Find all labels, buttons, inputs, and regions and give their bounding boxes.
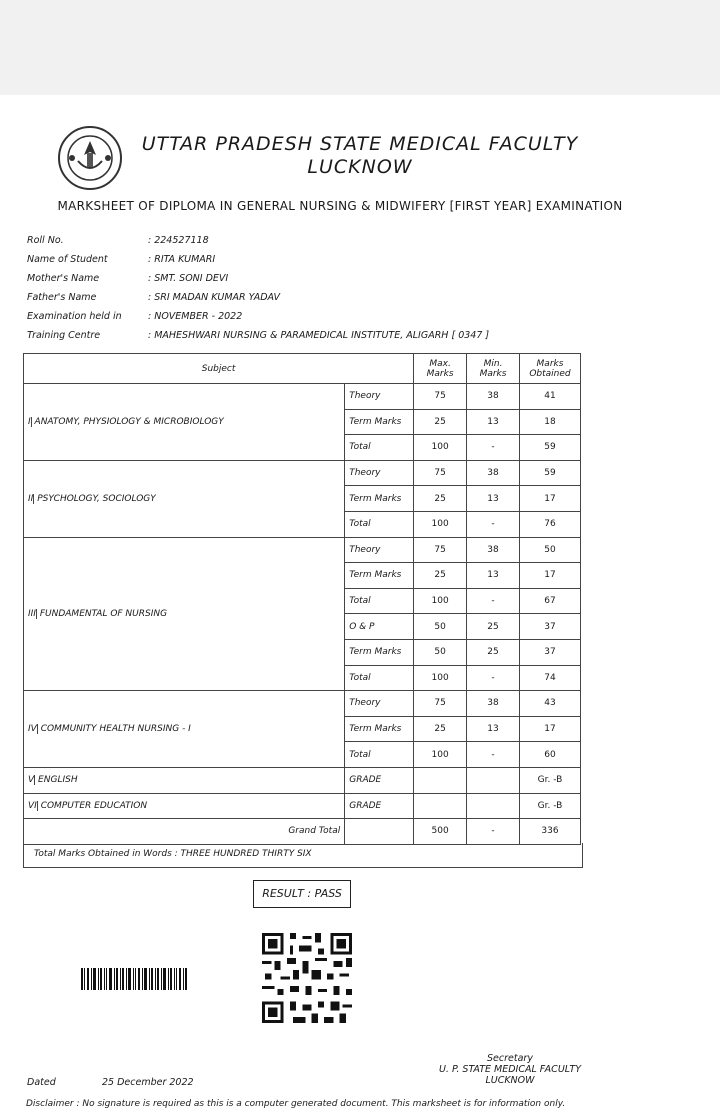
subject-cell bbox=[24, 767, 345, 793]
max-marks: 100 bbox=[414, 665, 467, 691]
component-label: Term Marks bbox=[345, 716, 414, 742]
info-value: : RITA KUMARI bbox=[148, 254, 216, 265]
grand-total-row bbox=[24, 819, 581, 845]
grand-total-obtained: 336 bbox=[520, 819, 581, 845]
obtained-grade: Gr. -B bbox=[520, 793, 581, 819]
component-label: Theory bbox=[345, 384, 414, 410]
info-label: Examination held in bbox=[27, 311, 122, 322]
min-marks: 38 bbox=[467, 691, 520, 717]
obtained-marks: 59 bbox=[520, 435, 581, 461]
info-label: Father's Name bbox=[27, 292, 97, 303]
info-value: : SMT. SONI DEVI bbox=[148, 273, 229, 284]
table-row bbox=[24, 384, 581, 410]
obtained-marks: 17 bbox=[520, 486, 581, 512]
info-row-father bbox=[27, 292, 489, 311]
marksheet-document bbox=[0, 95, 720, 1117]
max-marks: 50 bbox=[414, 614, 467, 640]
header-min-marks: Min. Marks bbox=[467, 354, 520, 384]
header-subject: Subject bbox=[24, 354, 414, 384]
obtained-marks: 67 bbox=[520, 588, 581, 614]
component-label: Theory bbox=[345, 691, 414, 717]
secretary-org: U. P. STATE MEDICAL FACULTY bbox=[438, 1064, 582, 1075]
min-marks: - bbox=[467, 588, 520, 614]
obtained-marks: 50 bbox=[520, 537, 581, 563]
info-row-mother bbox=[27, 273, 489, 292]
marks-table bbox=[23, 353, 581, 845]
component-label: GRADE bbox=[345, 793, 414, 819]
table-row bbox=[24, 691, 581, 717]
subject-name: PSYCHOLOGY, SOCIOLOGY bbox=[37, 493, 156, 504]
obtained-marks: 43 bbox=[520, 691, 581, 717]
min-marks: - bbox=[467, 665, 520, 691]
total-in-words: Total Marks Obtained in Words : THREE HUNDRED THIRTY SIX bbox=[23, 843, 583, 868]
min-marks: 25 bbox=[467, 614, 520, 640]
student-info bbox=[27, 235, 489, 349]
info-row-centre bbox=[27, 330, 489, 349]
subject-cell bbox=[24, 460, 345, 537]
component-label: GRADE bbox=[345, 767, 414, 793]
max-marks: 50 bbox=[414, 639, 467, 665]
subject-name: ENGLISH bbox=[38, 775, 78, 786]
obtained-marks: 74 bbox=[520, 665, 581, 691]
table-row bbox=[24, 460, 581, 486]
min-marks: 13 bbox=[467, 716, 520, 742]
min-marks: 38 bbox=[467, 384, 520, 410]
max-marks: 25 bbox=[414, 486, 467, 512]
obtained-marks: 59 bbox=[520, 460, 581, 486]
grand-total-max: 500 bbox=[414, 819, 467, 845]
subject-number: I bbox=[28, 416, 31, 427]
info-value: : 224527118 bbox=[148, 235, 209, 246]
table-header-row bbox=[24, 354, 581, 384]
min-marks: 25 bbox=[467, 639, 520, 665]
header-max-marks: Max. Marks bbox=[414, 354, 467, 384]
info-row-exam bbox=[27, 311, 489, 330]
info-label: Training Centre bbox=[27, 330, 101, 341]
secretary-title: Secretary bbox=[487, 1053, 533, 1064]
subject-cell bbox=[24, 384, 345, 461]
component-label: Term Marks bbox=[345, 639, 414, 665]
max-marks: 25 bbox=[414, 716, 467, 742]
subject-name: ANATOMY, PHYSIOLOGY & MICROBIOLOGY bbox=[34, 416, 224, 427]
grand-total-blank bbox=[345, 819, 414, 845]
obtained-marks: 37 bbox=[520, 639, 581, 665]
header-marks-obtained: Marks Obtained bbox=[520, 354, 581, 384]
info-label: Name of Student bbox=[27, 254, 108, 265]
table-row bbox=[24, 537, 581, 563]
component-label: Theory bbox=[345, 460, 414, 486]
subject-number: V bbox=[28, 775, 35, 786]
subject-name: COMPUTER EDUCATION bbox=[40, 800, 148, 811]
secretary-city: LUCKNOW bbox=[485, 1075, 535, 1086]
max-marks: 25 bbox=[414, 563, 467, 589]
grand-total-label: Grand Total bbox=[24, 819, 345, 845]
obtained-marks: 17 bbox=[520, 563, 581, 589]
info-row-roll bbox=[27, 235, 489, 254]
max-marks: 25 bbox=[414, 409, 467, 435]
info-value: : MAHESHWARI NURSING & PARAMEDICAL INSTITUTE, ALIGARH [ 0347 ] bbox=[148, 330, 490, 341]
info-label: Mother's Name bbox=[27, 273, 100, 284]
component-label: Term Marks bbox=[345, 486, 414, 512]
faculty-title: UTTAR PRADESH STATE MEDICAL FACULTY bbox=[141, 133, 579, 155]
max-marks: 100 bbox=[414, 511, 467, 537]
min-marks: - bbox=[467, 511, 520, 537]
min-marks bbox=[467, 793, 520, 819]
max-marks: 75 bbox=[414, 691, 467, 717]
subject-cell bbox=[24, 537, 345, 691]
component-label: Total bbox=[345, 588, 414, 614]
subject-cell bbox=[24, 793, 345, 819]
qr-code-image bbox=[262, 933, 352, 1023]
info-row-name bbox=[27, 254, 489, 273]
subject-number: VI bbox=[28, 800, 37, 811]
min-marks: 13 bbox=[467, 563, 520, 589]
disclaimer-text: Disclaimer : No signature is required as this is a computer generated document. This marksheet is for information only. bbox=[26, 1099, 566, 1109]
max-marks bbox=[414, 793, 467, 819]
min-marks bbox=[467, 767, 520, 793]
grand-total-min: - bbox=[467, 819, 520, 845]
component-label: Total bbox=[345, 665, 414, 691]
max-marks: 75 bbox=[414, 384, 467, 410]
marksheet-subtitle: MARKSHEET OF DIPLOMA IN GENERAL NURSING & MIDWIFERY [FIRST YEAR] EXAMINATION bbox=[57, 199, 623, 213]
max-marks: 100 bbox=[414, 588, 467, 614]
min-marks: 38 bbox=[467, 537, 520, 563]
component-label: Total bbox=[345, 742, 414, 768]
subject-number: IV bbox=[28, 724, 37, 735]
subject-name: FUNDAMENTAL OF NURSING bbox=[39, 608, 168, 619]
subject-name: COMMUNITY HEALTH NURSING - I bbox=[40, 724, 191, 735]
component-label: Term Marks bbox=[345, 409, 414, 435]
component-label: Term Marks bbox=[345, 563, 414, 589]
max-marks: 75 bbox=[414, 537, 467, 563]
secretary-signature-block bbox=[420, 1053, 600, 1086]
min-marks: - bbox=[467, 742, 520, 768]
obtained-marks: 18 bbox=[520, 409, 581, 435]
obtained-marks: 37 bbox=[520, 614, 581, 640]
info-value: : SRI MADAN KUMAR YADAV bbox=[148, 292, 281, 303]
obtained-marks: 60 bbox=[520, 742, 581, 768]
info-label: Roll No. bbox=[27, 235, 64, 246]
faculty-city: LUCKNOW bbox=[307, 156, 413, 178]
min-marks: 13 bbox=[467, 409, 520, 435]
max-marks bbox=[414, 767, 467, 793]
table-row bbox=[24, 793, 581, 819]
component-label: Total bbox=[345, 435, 414, 461]
obtained-marks: 41 bbox=[520, 384, 581, 410]
obtained-marks: 76 bbox=[520, 511, 581, 537]
max-marks: 75 bbox=[414, 460, 467, 486]
max-marks: 100 bbox=[414, 742, 467, 768]
subject-cell bbox=[24, 691, 345, 768]
subject-number: III bbox=[28, 608, 36, 619]
component-label: Theory bbox=[345, 537, 414, 563]
dated-value: 25 December 2022 bbox=[102, 1077, 194, 1088]
info-value: : NOVEMBER - 2022 bbox=[148, 311, 243, 322]
component-label: O & P bbox=[345, 614, 414, 640]
min-marks: 38 bbox=[467, 460, 520, 486]
max-marks: 100 bbox=[414, 435, 467, 461]
min-marks: 13 bbox=[467, 486, 520, 512]
min-marks: - bbox=[467, 435, 520, 461]
dated-label: Dated bbox=[27, 1077, 56, 1088]
table-row bbox=[24, 767, 581, 793]
result-box: RESULT : PASS bbox=[253, 880, 351, 908]
obtained-marks: 17 bbox=[520, 716, 581, 742]
barcode-image bbox=[81, 968, 189, 990]
obtained-grade: Gr. -B bbox=[520, 767, 581, 793]
subject-number: II bbox=[28, 493, 34, 504]
component-label: Total bbox=[345, 511, 414, 537]
